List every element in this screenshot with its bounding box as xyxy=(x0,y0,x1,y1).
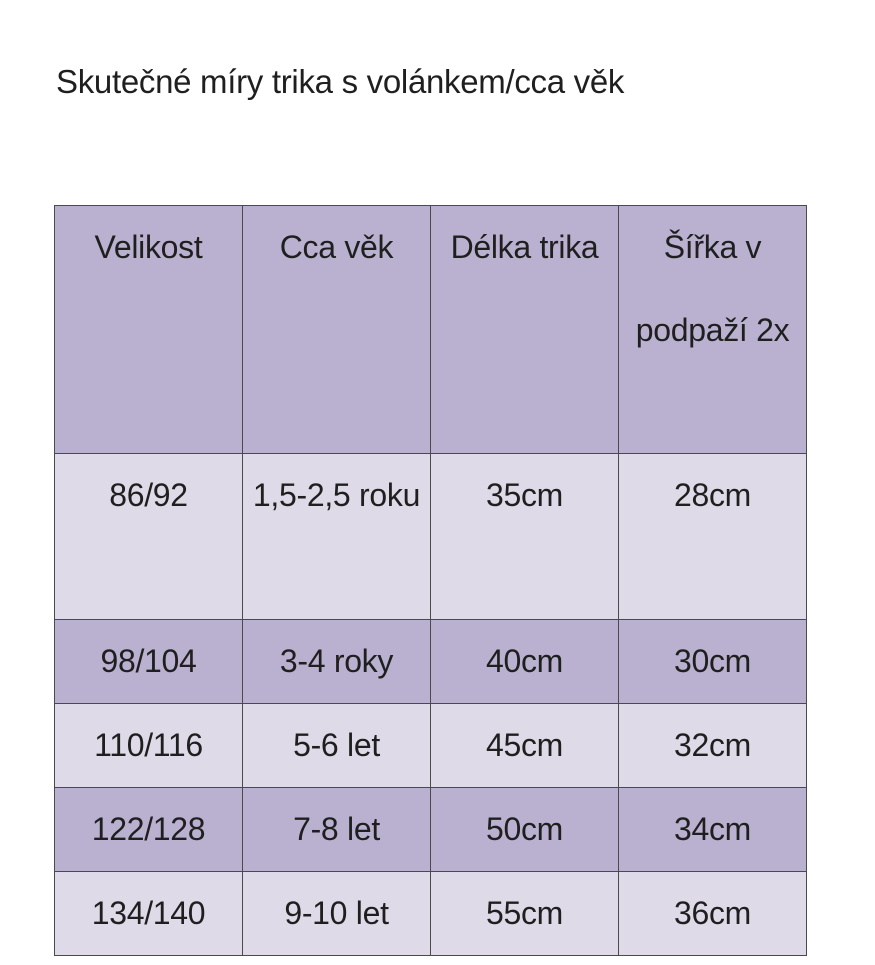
header-age: Cca věk xyxy=(243,206,431,454)
cell-length: 55cm xyxy=(431,872,619,956)
table-row xyxy=(55,454,807,620)
header-length: Délka trika xyxy=(431,206,619,454)
cell-width: 36cm xyxy=(619,872,807,956)
table-row xyxy=(55,620,807,704)
table-header-row xyxy=(55,206,807,454)
cell-size: 98/104 xyxy=(55,620,243,704)
cell-length: 40cm xyxy=(431,620,619,704)
cell-size: 86/92 xyxy=(55,454,243,620)
cell-width: 28cm xyxy=(619,454,807,620)
cell-age: 1,5-2,5 roku xyxy=(243,454,431,620)
size-table xyxy=(54,205,807,956)
page-title: Skutečné míry trika s volánkem/cca věk xyxy=(56,63,625,100)
header-width: Šířka v podpaží 2x xyxy=(619,206,807,454)
cell-length: 45cm xyxy=(431,704,619,788)
cell-age: 3-4 roky xyxy=(243,620,431,704)
cell-width: 32cm xyxy=(619,704,807,788)
cell-length: 50cm xyxy=(431,788,619,872)
cell-width: 34cm xyxy=(619,788,807,872)
cell-length: 35cm xyxy=(431,454,619,620)
cell-width: 30cm xyxy=(619,620,807,704)
cell-size: 122/128 xyxy=(55,788,243,872)
cell-age: 7-8 let xyxy=(243,788,431,872)
table-row xyxy=(55,872,807,956)
table-row xyxy=(55,788,807,872)
cell-age: 5-6 let xyxy=(243,704,431,788)
cell-size: 110/116 xyxy=(55,704,243,788)
cell-size: 134/140 xyxy=(55,872,243,956)
cell-age: 9-10 let xyxy=(243,872,431,956)
header-size: Velikost xyxy=(55,206,243,454)
table-row xyxy=(55,704,807,788)
